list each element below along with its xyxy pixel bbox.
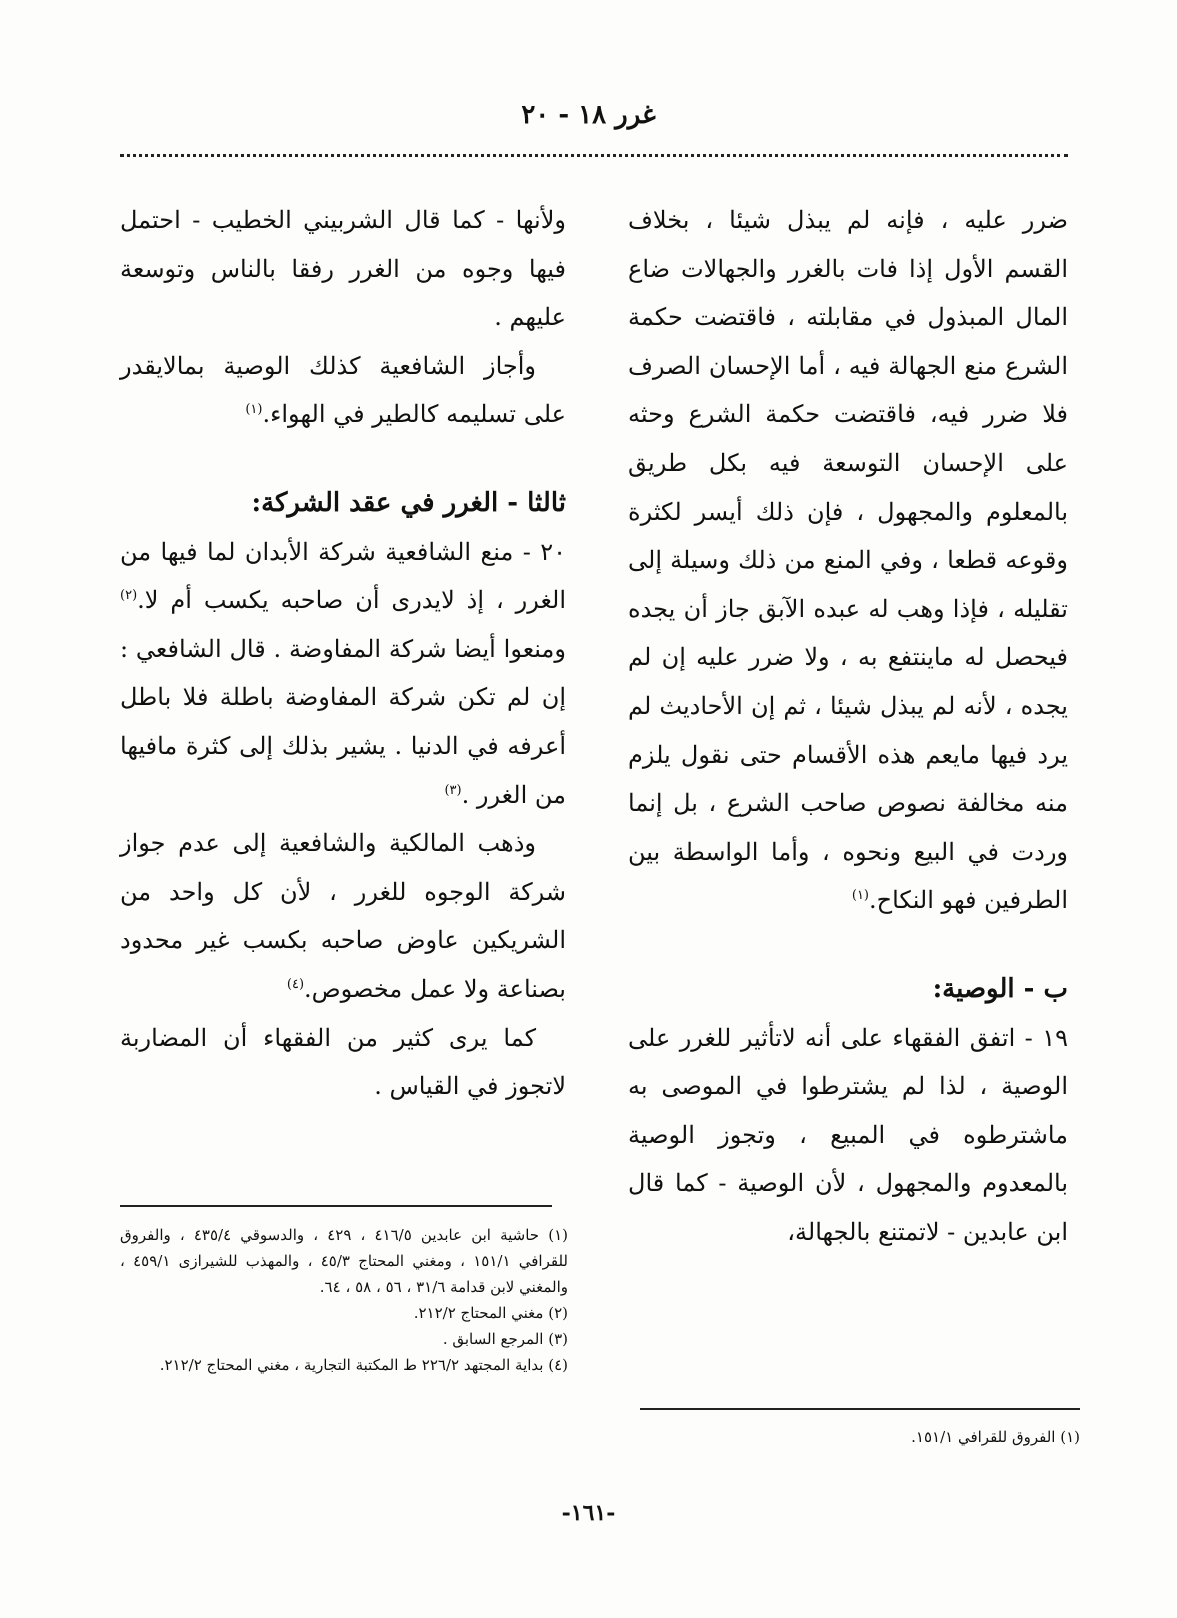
- section-heading-wasiyya: ب - الوصية:: [932, 973, 1068, 1004]
- footnote-ref: (٤): [286, 976, 305, 992]
- footnote-item: (٤) بداية المجتهد ٢٢٦/٢ ط المكتبة التجارية ، مغني المحتاج ٢١٢/٢.: [159, 1356, 568, 1374]
- left-paragraph-1: ولأنها - كما قال الشربيني الخطيب - احتمل فيها وجوه من الغرر رفقا بالناس وتوسعة عليهم .: [120, 206, 566, 332]
- footnote-item: (١) حاشية ابن عابدين ٤١٦/٥ ، ٤٢٩ ، والدسوقي ٤٣٥/٤ ، والفروق للقرافي ١٥١/١ ، ومغني المحتاج ٤٥/٣ ، والمهذب للشيرازى ٤٥٩/١ ، والمغني لابن قدامة ٣١/٦ ، ٥٦ ، ٥٨ ، ٦٤.: [120, 1226, 568, 1296]
- section-heading-sharika: ثالثا - الغرر في عقد الشركة:: [251, 487, 566, 518]
- footnote-rule-left: [120, 1205, 552, 1207]
- footnote-item: (٣) المرجع السابق .: [442, 1330, 568, 1348]
- left-column: [120, 196, 566, 1111]
- footnotes-left: [120, 1222, 568, 1378]
- footnote-ref: (١): [851, 888, 869, 904]
- left-paragraph-3: ٢٠ - منع الشافعية شركة الأبدان لما فيها من الغرر ، إذ لايدرى أن صاحبه يكسب أم لا.$^{(٢)}$ ومنعوا أيضا شركة المفاوضة . قال الشافعي : إن لم تكن شركة المفاوضة باطلة فلا باطل أعرفه في الدنيا . يشير بذلك إلى كثرة مافيها من الغرر .$^{(٣)}$: [120, 537, 566, 809]
- right-paragraph-2: ١٩ - اتفق الفقهاء على أنه لاتأثير للغرر على الوصية ، لذا لم يشترطوا في الموصى به ماشترطوه في المبيع ، وتجوز الوصية بالمعدوم والمجهول ، لأن الوصية - كما قال ابن عابدين - لاتمتنع بالجهالة،: [628, 1023, 1069, 1246]
- footnote-item: (١) الفروق للقرافي ١٥١/١.: [911, 1428, 1080, 1446]
- footnote-rule-right: [640, 1408, 1080, 1410]
- left-paragraph-4: وذهب المالكية والشافعية إلى عدم جواز شركة الوجوه للغرر ، لأن كل واحد من الشريكين عاوض صاحبه بكسب غير محدود بصناعة ولا عمل مخصوص.$^{(٤)}$: [120, 829, 566, 1003]
- page-number: -١٦١-: [561, 1500, 616, 1526]
- footnote-item: (٢) مغني المحتاج ٢١٢/٢.: [413, 1304, 568, 1322]
- footnote-ref: (٣): [444, 782, 462, 798]
- right-paragraph-1: ضرر عليه ، فإنه لم يبذل شيئا ، بخلاف القسم الأول إذا فات بالغرر والجهالات ضاع المال المبذول في مقابلته ، فاقتضت حكمة الشرع منع الجهالة فيه ، أما الإحسان الصرف فلا ضرر فيه، فاقتضت حكمة الشرع وحثه على الإحسان التوسعة فيه بكل طريق بالمعلوم والمجهول ، فإن ذلك أيسر لكثرة وقوعه قطعا ، وفي المنع من ذلك وسيلة إلى تقليله ، فإذا وهب له عبده الآبق جاز أن يجده فيحصل له ماينتفع به ، ولا ضرر عليه إن لم يجده ، لأنه لم يبذل شيئا ، ثم إن الأحاديث لم يرد فيها مايعم هذه الأقسام حتى نقول يلزم منه مخالفة نصوص صاحب الشرع ، بل إنما وردت في البيع ونحوه ، وأما الواسطة بين الطرفين فهو النكاح.$^{(١)}$: [628, 206, 1069, 915]
- running-header: غرر ١٨ - ٢٠: [521, 100, 656, 130]
- footnotes-right: [640, 1424, 1080, 1450]
- header-dotted-rule: [120, 154, 1068, 157]
- right-column: [628, 196, 1068, 1256]
- left-paragraph-2: وأجاز الشافعية كذلك الوصية بمالايقدر على تسليمه كالطير في الهواء.$^{(١)}$: [120, 351, 566, 429]
- left-paragraph-5: كما يرى كثير من الفقهاء أن المضاربة لاتجوز في القياس .: [120, 1023, 566, 1101]
- footnote-ref: (٢): [120, 588, 138, 604]
- footnote-ref: (١): [245, 402, 263, 418]
